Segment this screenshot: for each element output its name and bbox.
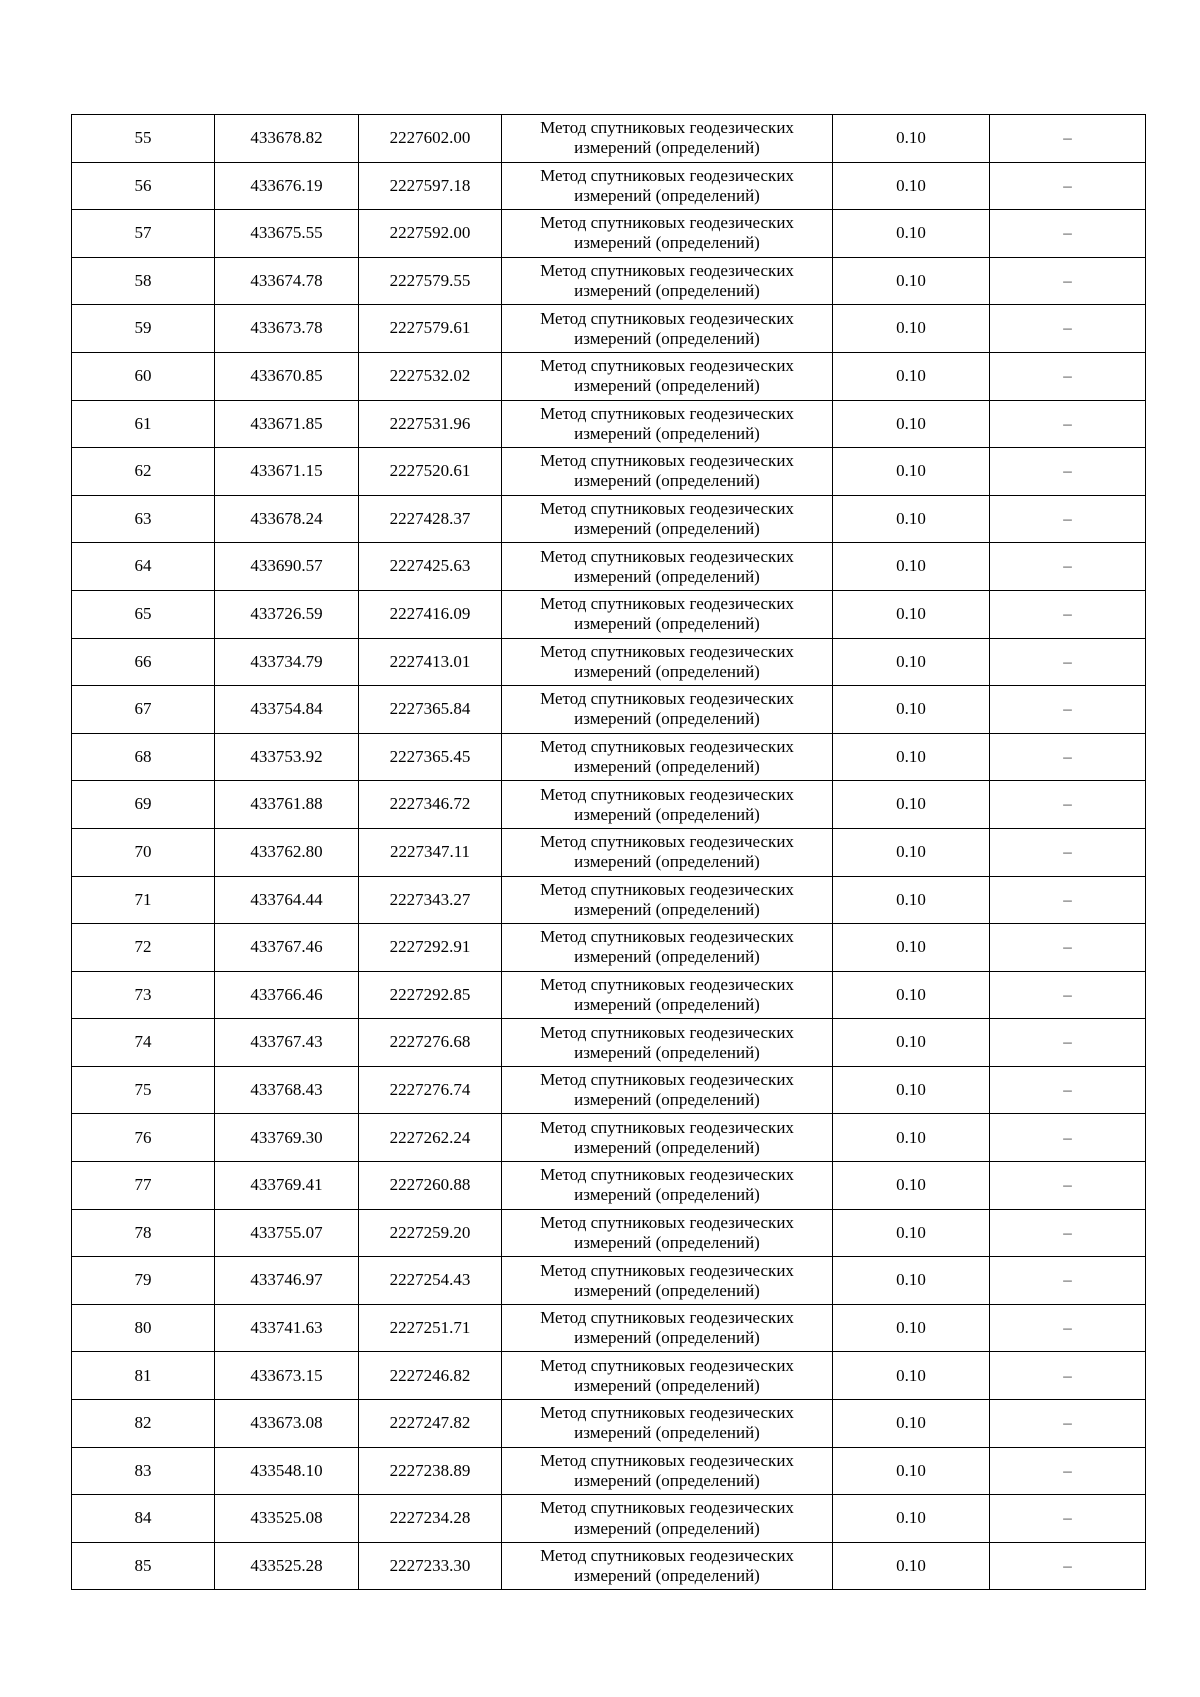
x-coordinate-cell: 433761.88: [215, 781, 359, 829]
y-coordinate-cell: 2227346.72: [359, 781, 502, 829]
description-cell: –: [990, 1352, 1146, 1400]
x-coordinate-cell: 433762.80: [215, 828, 359, 876]
method-cell: Метод спутниковых геодезических измерений (определений): [502, 1447, 833, 1495]
y-coordinate-cell: 2227597.18: [359, 162, 502, 210]
y-coordinate-cell: 2227602.00: [359, 115, 502, 163]
x-coordinate-cell: 433671.85: [215, 400, 359, 448]
description-cell: –: [990, 1257, 1146, 1305]
point-number-cell: 65: [72, 590, 215, 638]
method-cell: Метод спутниковых геодезических измерений (определений): [502, 495, 833, 543]
method-cell: Метод спутниковых геодезических измерений (определений): [502, 1400, 833, 1448]
description-cell: –: [990, 1400, 1146, 1448]
table-row: [72, 448, 1146, 496]
y-coordinate-cell: 2227246.82: [359, 1352, 502, 1400]
accuracy-cell: 0.10: [833, 924, 990, 972]
accuracy-cell: 0.10: [833, 115, 990, 163]
point-number-cell: 70: [72, 828, 215, 876]
x-coordinate-cell: 433678.24: [215, 495, 359, 543]
description-cell: –: [990, 828, 1146, 876]
method-cell: Метод спутниковых геодезических измерений (определений): [502, 781, 833, 829]
description-cell: –: [990, 305, 1146, 353]
accuracy-cell: 0.10: [833, 1019, 990, 1067]
table-row: [72, 305, 1146, 353]
x-coordinate-cell: 433525.08: [215, 1495, 359, 1543]
y-coordinate-cell: 2227413.01: [359, 638, 502, 686]
accuracy-cell: 0.10: [833, 162, 990, 210]
method-cell: Метод спутниковых геодезических измерений (определений): [502, 971, 833, 1019]
x-coordinate-cell: 433671.15: [215, 448, 359, 496]
accuracy-cell: 0.10: [833, 495, 990, 543]
x-coordinate-cell: 433753.92: [215, 733, 359, 781]
table-row: [72, 400, 1146, 448]
y-coordinate-cell: 2227416.09: [359, 590, 502, 638]
point-number-cell: 71: [72, 876, 215, 924]
accuracy-cell: 0.10: [833, 1114, 990, 1162]
point-number-cell: 63: [72, 495, 215, 543]
table-row: [72, 210, 1146, 258]
accuracy-cell: 0.10: [833, 352, 990, 400]
description-cell: –: [990, 1066, 1146, 1114]
y-coordinate-cell: 2227365.45: [359, 733, 502, 781]
point-number-cell: 64: [72, 543, 215, 591]
table-row: [72, 1447, 1146, 1495]
table-row: [72, 1209, 1146, 1257]
x-coordinate-cell: 433755.07: [215, 1209, 359, 1257]
accuracy-cell: 0.10: [833, 400, 990, 448]
y-coordinate-cell: 2227233.30: [359, 1542, 502, 1590]
x-coordinate-cell: 433673.08: [215, 1400, 359, 1448]
table-row: [72, 1114, 1146, 1162]
method-cell: Метод спутниковых геодезических измерений (определений): [502, 686, 833, 734]
description-cell: –: [990, 210, 1146, 258]
point-number-cell: 69: [72, 781, 215, 829]
accuracy-cell: 0.10: [833, 828, 990, 876]
method-cell: Метод спутниковых геодезических измерений (определений): [502, 1209, 833, 1257]
x-coordinate-cell: 433675.55: [215, 210, 359, 258]
point-number-cell: 74: [72, 1019, 215, 1067]
description-cell: –: [990, 638, 1146, 686]
point-number-cell: 68: [72, 733, 215, 781]
accuracy-cell: 0.10: [833, 1066, 990, 1114]
table-row: [72, 1304, 1146, 1352]
table-row: [72, 686, 1146, 734]
table-row: [72, 352, 1146, 400]
x-coordinate-cell: 433754.84: [215, 686, 359, 734]
y-coordinate-cell: 2227579.55: [359, 257, 502, 305]
table-row: [72, 733, 1146, 781]
y-coordinate-cell: 2227234.28: [359, 1495, 502, 1543]
accuracy-cell: 0.10: [833, 590, 990, 638]
table-row: [72, 1400, 1146, 1448]
coordinates-table-body: [72, 115, 1146, 1590]
description-cell: –: [990, 733, 1146, 781]
table-row: [72, 638, 1146, 686]
point-number-cell: 61: [72, 400, 215, 448]
point-number-cell: 84: [72, 1495, 215, 1543]
point-number-cell: 55: [72, 115, 215, 163]
y-coordinate-cell: 2227520.61: [359, 448, 502, 496]
point-number-cell: 77: [72, 1162, 215, 1210]
table-row: [72, 1495, 1146, 1543]
method-cell: Метод спутниковых геодезических измерений (определений): [502, 115, 833, 163]
x-coordinate-cell: 433741.63: [215, 1304, 359, 1352]
x-coordinate-cell: 433676.19: [215, 162, 359, 210]
accuracy-cell: 0.10: [833, 971, 990, 1019]
accuracy-cell: 0.10: [833, 781, 990, 829]
x-coordinate-cell: 433690.57: [215, 543, 359, 591]
description-cell: –: [990, 257, 1146, 305]
point-number-cell: 66: [72, 638, 215, 686]
accuracy-cell: 0.10: [833, 1542, 990, 1590]
point-number-cell: 58: [72, 257, 215, 305]
x-coordinate-cell: 433673.15: [215, 1352, 359, 1400]
x-coordinate-cell: 433734.79: [215, 638, 359, 686]
description-cell: –: [990, 352, 1146, 400]
y-coordinate-cell: 2227247.82: [359, 1400, 502, 1448]
table-row: [72, 1542, 1146, 1590]
accuracy-cell: 0.10: [833, 1162, 990, 1210]
accuracy-cell: 0.10: [833, 876, 990, 924]
method-cell: Метод спутниковых геодезических измерений (определений): [502, 210, 833, 258]
point-number-cell: 60: [72, 352, 215, 400]
table-row: [72, 876, 1146, 924]
y-coordinate-cell: 2227262.24: [359, 1114, 502, 1162]
description-cell: –: [990, 448, 1146, 496]
y-coordinate-cell: 2227365.84: [359, 686, 502, 734]
x-coordinate-cell: 433548.10: [215, 1447, 359, 1495]
table-row: [72, 971, 1146, 1019]
table-row: [72, 495, 1146, 543]
point-number-cell: 76: [72, 1114, 215, 1162]
y-coordinate-cell: 2227238.89: [359, 1447, 502, 1495]
y-coordinate-cell: 2227532.02: [359, 352, 502, 400]
y-coordinate-cell: 2227343.27: [359, 876, 502, 924]
point-number-cell: 75: [72, 1066, 215, 1114]
x-coordinate-cell: 433769.30: [215, 1114, 359, 1162]
point-number-cell: 59: [72, 305, 215, 353]
table-row: [72, 828, 1146, 876]
method-cell: Метод спутниковых геодезических измерений (определений): [502, 638, 833, 686]
x-coordinate-cell: 433726.59: [215, 590, 359, 638]
accuracy-cell: 0.10: [833, 305, 990, 353]
description-cell: –: [990, 876, 1146, 924]
x-coordinate-cell: 433767.46: [215, 924, 359, 972]
method-cell: Метод спутниковых геодезических измерений (определений): [502, 876, 833, 924]
description-cell: –: [990, 495, 1146, 543]
y-coordinate-cell: 2227292.91: [359, 924, 502, 972]
y-coordinate-cell: 2227292.85: [359, 971, 502, 1019]
y-coordinate-cell: 2227259.20: [359, 1209, 502, 1257]
method-cell: Метод спутниковых геодезических измерений (определений): [502, 590, 833, 638]
method-cell: Метод спутниковых геодезических измерений (определений): [502, 1162, 833, 1210]
table-row: [72, 1066, 1146, 1114]
method-cell: Метод спутниковых геодезических измерений (определений): [502, 162, 833, 210]
y-coordinate-cell: 2227276.68: [359, 1019, 502, 1067]
description-cell: –: [990, 781, 1146, 829]
table-row: [72, 257, 1146, 305]
x-coordinate-cell: 433670.85: [215, 352, 359, 400]
method-cell: Метод спутниковых геодезических измерений (определений): [502, 733, 833, 781]
description-cell: –: [990, 924, 1146, 972]
table-row: [72, 162, 1146, 210]
point-number-cell: 80: [72, 1304, 215, 1352]
table-row: [72, 1352, 1146, 1400]
table-row: [72, 543, 1146, 591]
method-cell: Метод спутниковых геодезических измерений (определений): [502, 924, 833, 972]
accuracy-cell: 0.10: [833, 1304, 990, 1352]
method-cell: Метод спутниковых геодезических измерений (определений): [502, 1019, 833, 1067]
point-number-cell: 85: [72, 1542, 215, 1590]
accuracy-cell: 0.10: [833, 543, 990, 591]
point-number-cell: 72: [72, 924, 215, 972]
point-number-cell: 81: [72, 1352, 215, 1400]
description-cell: –: [990, 1162, 1146, 1210]
table-row: [72, 590, 1146, 638]
x-coordinate-cell: 433764.44: [215, 876, 359, 924]
description-cell: –: [990, 115, 1146, 163]
description-cell: –: [990, 590, 1146, 638]
accuracy-cell: 0.10: [833, 210, 990, 258]
accuracy-cell: 0.10: [833, 257, 990, 305]
description-cell: –: [990, 1447, 1146, 1495]
accuracy-cell: 0.10: [833, 638, 990, 686]
description-cell: –: [990, 1542, 1146, 1590]
method-cell: Метод спутниковых геодезических измерений (определений): [502, 1542, 833, 1590]
y-coordinate-cell: 2227531.96: [359, 400, 502, 448]
point-number-cell: 67: [72, 686, 215, 734]
description-cell: –: [990, 1304, 1146, 1352]
description-cell: –: [990, 543, 1146, 591]
table-row: [72, 1257, 1146, 1305]
method-cell: Метод спутниковых геодезических измерений (определений): [502, 352, 833, 400]
method-cell: Метод спутниковых геодезических измерений (определений): [502, 1066, 833, 1114]
table-row: [72, 924, 1146, 972]
y-coordinate-cell: 2227425.63: [359, 543, 502, 591]
method-cell: Метод спутниковых геодезических измерений (определений): [502, 828, 833, 876]
x-coordinate-cell: 433766.46: [215, 971, 359, 1019]
y-coordinate-cell: 2227254.43: [359, 1257, 502, 1305]
y-coordinate-cell: 2227347.11: [359, 828, 502, 876]
x-coordinate-cell: 433767.43: [215, 1019, 359, 1067]
accuracy-cell: 0.10: [833, 1447, 990, 1495]
x-coordinate-cell: 433768.43: [215, 1066, 359, 1114]
y-coordinate-cell: 2227251.71: [359, 1304, 502, 1352]
point-number-cell: 73: [72, 971, 215, 1019]
x-coordinate-cell: 433673.78: [215, 305, 359, 353]
method-cell: Метод спутниковых геодезических измерений (определений): [502, 400, 833, 448]
method-cell: Метод спутниковых геодезических измерений (определений): [502, 448, 833, 496]
table-row: [72, 781, 1146, 829]
table-row: [72, 1019, 1146, 1067]
accuracy-cell: 0.10: [833, 1352, 990, 1400]
point-number-cell: 79: [72, 1257, 215, 1305]
method-cell: Метод спутниковых геодезических измерений (определений): [502, 1495, 833, 1543]
point-number-cell: 57: [72, 210, 215, 258]
method-cell: Метод спутниковых геодезических измерений (определений): [502, 1304, 833, 1352]
coordinates-table: [71, 114, 1146, 1590]
method-cell: Метод спутниковых геодезических измерений (определений): [502, 1257, 833, 1305]
method-cell: Метод спутниковых геодезических измерений (определений): [502, 305, 833, 353]
point-number-cell: 78: [72, 1209, 215, 1257]
accuracy-cell: 0.10: [833, 1400, 990, 1448]
method-cell: Метод спутниковых геодезических измерений (определений): [502, 1352, 833, 1400]
point-number-cell: 62: [72, 448, 215, 496]
description-cell: –: [990, 971, 1146, 1019]
description-cell: –: [990, 1019, 1146, 1067]
description-cell: –: [990, 400, 1146, 448]
description-cell: –: [990, 1209, 1146, 1257]
method-cell: Метод спутниковых геодезических измерений (определений): [502, 543, 833, 591]
accuracy-cell: 0.10: [833, 1495, 990, 1543]
method-cell: Метод спутниковых геодезических измерений (определений): [502, 1114, 833, 1162]
method-cell: Метод спутниковых геодезических измерений (определений): [502, 257, 833, 305]
x-coordinate-cell: 433674.78: [215, 257, 359, 305]
point-number-cell: 56: [72, 162, 215, 210]
accuracy-cell: 0.10: [833, 448, 990, 496]
point-number-cell: 82: [72, 1400, 215, 1448]
accuracy-cell: 0.10: [833, 686, 990, 734]
accuracy-cell: 0.10: [833, 733, 990, 781]
description-cell: –: [990, 1114, 1146, 1162]
table-row: [72, 115, 1146, 163]
description-cell: –: [990, 686, 1146, 734]
y-coordinate-cell: 2227260.88: [359, 1162, 502, 1210]
x-coordinate-cell: 433746.97: [215, 1257, 359, 1305]
accuracy-cell: 0.10: [833, 1257, 990, 1305]
y-coordinate-cell: 2227276.74: [359, 1066, 502, 1114]
description-cell: –: [990, 162, 1146, 210]
point-number-cell: 83: [72, 1447, 215, 1495]
x-coordinate-cell: 433525.28: [215, 1542, 359, 1590]
y-coordinate-cell: 2227592.00: [359, 210, 502, 258]
description-cell: –: [990, 1495, 1146, 1543]
y-coordinate-cell: 2227579.61: [359, 305, 502, 353]
accuracy-cell: 0.10: [833, 1209, 990, 1257]
x-coordinate-cell: 433678.82: [215, 115, 359, 163]
table-row: [72, 1162, 1146, 1210]
x-coordinate-cell: 433769.41: [215, 1162, 359, 1210]
y-coordinate-cell: 2227428.37: [359, 495, 502, 543]
